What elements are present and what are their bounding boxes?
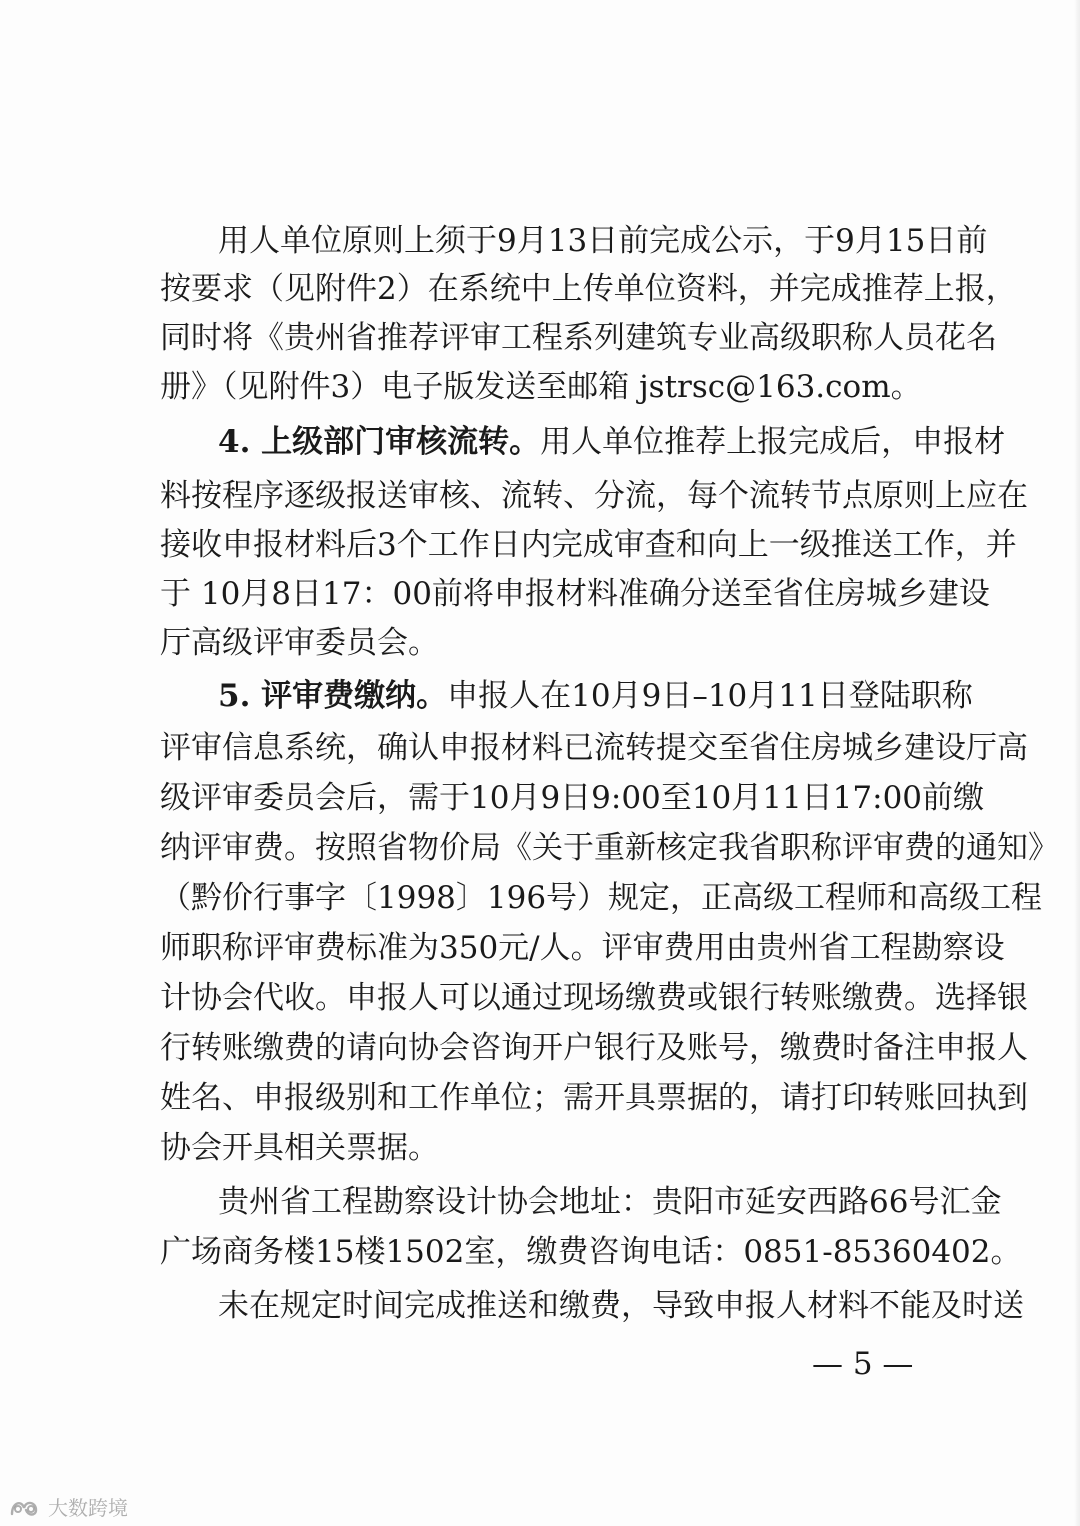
section-4-heading: 4. 上级部门审核流转。 [218, 424, 541, 460]
paragraph-3-line-9: 姓名、申报级别和工作单位；需开具票据的，请打印转账回执到 [160, 1080, 1028, 1116]
section-5-heading: 5. 评审费缴纳。 [218, 678, 448, 714]
paragraph-2-line-5: 厅高级评审委员会。 [160, 625, 439, 661]
paragraph-3-line-5: （黔价行事字〔1998〕196号）规定，正高级工程师和高级工程 [160, 880, 1043, 916]
paragraph-1-line-2: 按要求（见附件2）在系统中上传单位资料，并完成推荐上报， [160, 271, 1017, 307]
paragraph-1-line-1: 用人单位原则上须于9月13日前完成公示，于9月15日前 [218, 223, 988, 259]
section-5-first-line: 申报人在10月9日–10月11日登陆职称 [447, 678, 973, 714]
paragraph-3-line-7: 计协会代收。申报人可以通过现场缴费或银行转账缴费。选择银 [160, 980, 1028, 1016]
watermark [8, 1492, 128, 1521]
paragraph-3-line-10: 协会开具相关票据。 [160, 1130, 439, 1166]
watermark-text: 大数跨境 [48, 1496, 128, 1520]
paragraph-1-line-3: 同时将《贵州省推荐评审工程系列建筑专业高级职称人员花名 [160, 320, 997, 356]
paragraph-2-line-4: 于 10月8日17：00前将申报材料准确分送至省住房城乡建设 [160, 576, 990, 612]
paragraph-3-line-8: 行转账缴费的请向协会咨询开户银行及账号，缴费时备注申报人 [160, 1030, 1028, 1066]
paragraph-2-line-3: 接收申报材料后3个工作日内完成审查和向上一级推送工作，并 [160, 527, 1017, 563]
paragraph-5-line-1: 未在规定时间完成推送和缴费，导致申报人材料不能及时送 [218, 1288, 1024, 1324]
paragraph-2-line-1 [218, 422, 1006, 462]
paragraph-4-line-1: 贵州省工程勘察设计协会地址：贵阳市延安西路66号汇金 [218, 1184, 1002, 1220]
paragraph-3-line-6: 师职称评审费标准为350元/人。评审费用由贵州省工程勘察设 [160, 930, 1005, 966]
paragraph-4-line-2: 广场商务楼15楼1502室，缴费咨询电话：0851-85360402。 [160, 1234, 1022, 1270]
watermark-logo-icon [8, 1496, 42, 1518]
paragraph-3-line-4: 纳评审费。按照省物价局《关于重新核定我省职称评审费的通知》 [160, 830, 1059, 866]
paragraph-3-line-3: 级评审委员会后，需于10月9日9:00至10月11日17:00前缴 [160, 780, 985, 816]
paragraph-2-line-2: 料按程序逐级报送审核、流转、分流，每个流转节点原则上应在 [160, 478, 1028, 514]
section-4-first-line: 用人单位推荐上报完成后，申报材 [540, 424, 1006, 460]
paragraph-1-line-4: 册》（见附件3）电子版发送至邮箱 jstrsc@163.com。 [160, 369, 922, 405]
paragraph-3-line-1 [218, 676, 973, 716]
scan-edge [1074, 0, 1080, 1526]
page-number: — 5 — [812, 1346, 914, 1382]
paragraph-3-line-2: 评审信息系统，确认申报材料已流转提交至省住房城乡建设厅高 [160, 730, 1028, 766]
